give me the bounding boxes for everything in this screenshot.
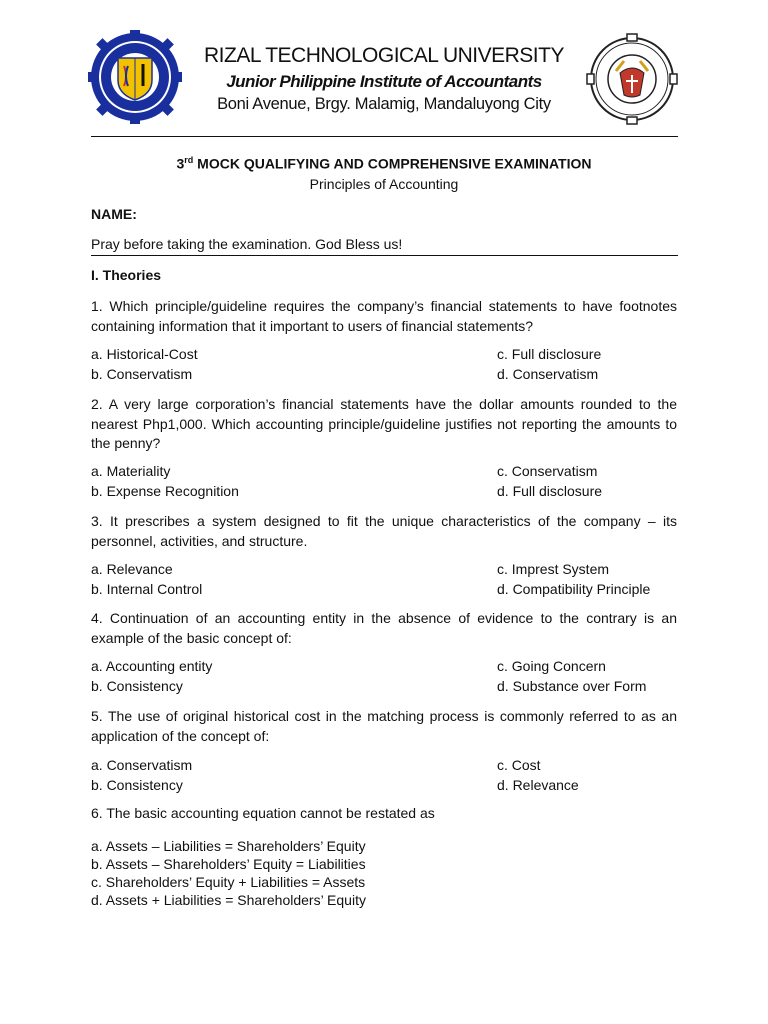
- instruction-divider: [91, 255, 678, 256]
- question-3-option-a: a. Relevance: [91, 561, 173, 577]
- question-4-option-c: c. Going Concern: [497, 658, 606, 674]
- question-4-option-b: b. Consistency: [91, 678, 183, 694]
- question-6-options: [91, 837, 366, 909]
- exam-subject: Principles of Accounting: [309, 176, 459, 192]
- question-5-option-c: c. Cost: [497, 757, 541, 773]
- question-1-text: 1. Which principle/guideline requires the company’s financial statements to have footnotes containing information that it important to users of financial statements?: [91, 298, 677, 334]
- question-5-option-b: b. Consistency: [91, 777, 183, 793]
- question-3-option-b: b. Internal Control: [91, 581, 203, 597]
- exam-ordinal-suffix: rd: [184, 155, 194, 165]
- organization-name: Junior Philippine Institute of Accountants: [226, 72, 542, 91]
- question-6-option-a: a. Assets – Liabilities = Shareholders’ Equity: [91, 838, 366, 854]
- question-3-option-c: c. Imprest System: [497, 561, 610, 577]
- question-2-option-a: a. Materiality: [91, 463, 171, 479]
- exam-ordinal: 3: [176, 155, 185, 172]
- question-3-text: 3. It prescribes a system designed to fit the unique characteristics of the company – its personnel, activities, and structure.: [91, 513, 677, 549]
- question-4-option-d: d. Substance over Form: [497, 678, 647, 694]
- question-6-option-b: b. Assets – Shareholders’ Equity = Liabilities: [91, 856, 366, 872]
- name-label: NAME:: [91, 206, 137, 222]
- header-divider: [91, 136, 678, 137]
- question-1-option-d: d. Conservatism: [497, 366, 599, 382]
- university-address: Boni Avenue, Brgy. Malamig, Mandaluyong City: [217, 95, 551, 113]
- university-name: RIZAL TECHNOLOGICAL UNIVERSITY: [204, 44, 564, 67]
- question-5-option-a: a. Conservatism: [91, 757, 193, 773]
- exam-title: [0, 155, 768, 172]
- question-2-text: 2. A very large corporation’s financial statements have the dollar amounts rounded to the nearest Php1,000. Which accounting principle/guideline justifies not reporting the amounts to the penny?: [91, 396, 677, 451]
- question-5-text: 5. The use of original historical cost in the matching process is commonly referred to as an application of the concept of:: [91, 708, 677, 744]
- question-2-option-d: d. Full disclosure: [497, 483, 603, 499]
- question-4-text: 4. Continuation of an accounting entity in the absence of evidence to the contrary is an example of the basic concept of:: [91, 610, 677, 646]
- question-1-option-a: a. Historical-Cost: [91, 346, 198, 362]
- section-heading: I. Theories: [91, 267, 162, 283]
- question-1-option-c: c. Full disclosure: [497, 346, 602, 362]
- question-6-option-d: d. Assets + Liabilities = Shareholders’ Equity: [91, 892, 366, 908]
- question-1-option-b: b. Conservatism: [91, 366, 193, 382]
- exam-title-text: MOCK QUALIFYING AND COMPREHENSIVE EXAMINATION: [197, 155, 592, 172]
- question-2-option-b: b. Expense Recognition: [91, 483, 239, 499]
- question-6-text: 6. The basic accounting equation cannot be restated as: [91, 805, 435, 821]
- question-5-option-d: d. Relevance: [497, 777, 579, 793]
- instruction-text: Pray before taking the examination. God Bless us!: [91, 236, 403, 252]
- question-6-option-c: c. Shareholders’ Equity + Liabilities = Assets: [91, 874, 366, 890]
- question-2-option-c: c. Conservatism: [497, 463, 598, 479]
- question-3-option-d: d. Compatibility Principle: [497, 581, 651, 597]
- question-4-option-a: a. Accounting entity: [91, 658, 213, 674]
